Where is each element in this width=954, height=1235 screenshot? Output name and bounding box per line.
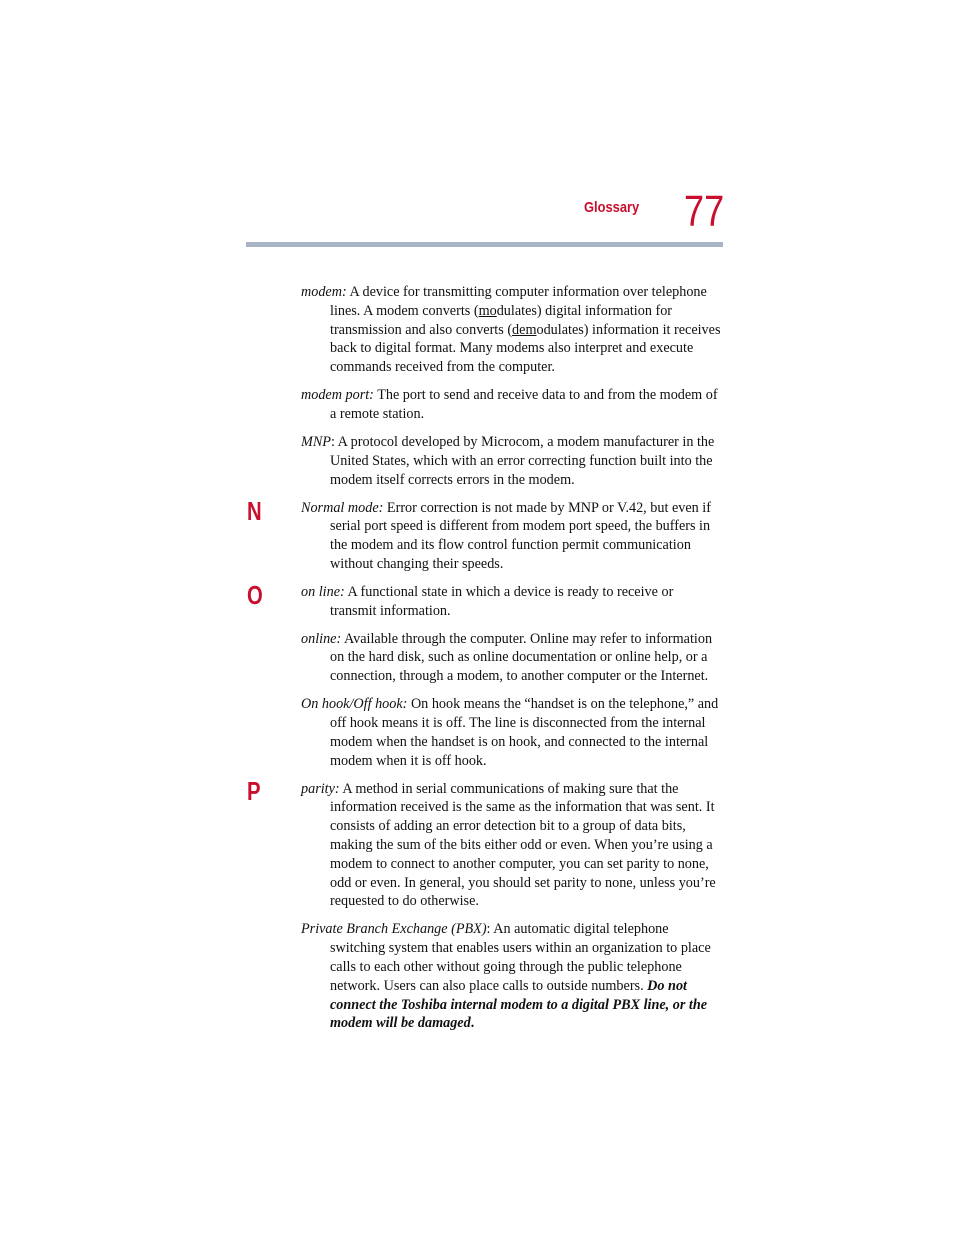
underlined-text: mo <box>478 302 497 319</box>
entry-term: modem: <box>301 284 347 300</box>
entry-on-hook-off-hook <box>301 695 723 770</box>
entry-online <box>301 630 723 686</box>
entry-modem <box>301 283 723 377</box>
warning-text: Do not connect the Toshiba internal modem to a digital PBX line, or the modem will be damaged <box>330 977 708 1032</box>
entry-term: On hook/Off hook: <box>301 696 408 713</box>
header-rule <box>246 242 723 247</box>
entry-text: On hook means the “handset is on the telephone,” and off hook means it is off. The line is disconnected from the internal modem when the handset is on hook, and connected to the internal modem when it is off hook. <box>330 696 719 769</box>
entry-text: Available through the computer. Online may refer to information on the hard disk, such as online documentation or online help, or a connection, through a modem, to another computer or the Internet. <box>330 630 713 685</box>
entry-text: A method in serial communications of making sure that the information received is the same as the information that was sent. It consists of adding an error detection bit to a group of data bits, making the sum of the bits either odd or even. When you’re using a modem to connect to another computer, you can set parity to none, odd or even. In general, you should set parity to none, unless you’re requested to do otherwise. <box>330 780 716 910</box>
entry-term: parity: <box>301 780 340 797</box>
entry-text: : An automatic digital telephone switching system that enables users within an organization to place calls to each other without going through the public telephone network. Users can also place calls to outside numbers. <box>330 921 711 994</box>
entry-text: Error correction is not made by MNP or V.42, but even if serial port speed is different from modem port speed, the buffers in the modem and its flow control function permit communication without changing their speeds. <box>330 499 711 572</box>
page-number: 77 <box>684 187 725 236</box>
entry-text: A functional state in which a device is ready to receive or transmit information. <box>330 583 674 619</box>
entry-term: on line: <box>301 583 345 600</box>
entry-on-line <box>301 583 723 621</box>
entry-text: The port to send and receive data to and from the modem of a remote station. <box>330 387 718 422</box>
entry-pbx <box>301 920 723 1033</box>
section-title: Glossary <box>584 199 640 216</box>
underlined-text: dem <box>512 321 537 338</box>
entry-text: dulates) digital information for transmission and also converts ( <box>330 302 673 338</box>
entry-term: modem port: <box>301 387 374 404</box>
entry-modem-port <box>301 386 723 424</box>
entry-term: Normal mode: <box>301 499 384 516</box>
entry-term: Private Branch Exchange (PBX) <box>301 921 487 938</box>
letter-heading-p: P <box>247 776 261 806</box>
warning-period: . <box>470 1015 475 1032</box>
entry-mnp <box>301 433 723 489</box>
entry-normal-mode <box>301 499 723 574</box>
entry-parity <box>301 780 723 912</box>
letter-heading-o: O <box>247 580 263 610</box>
entry-text: A device for transmitting computer information over telephone lines. A modem converts ( <box>330 284 707 319</box>
entry-text: odulates) information it receives back to digital format. Many modems also interpret and execute commands received from the computer. <box>330 321 721 376</box>
entry-text: : A protocol developed by Microcom, a modem manufacturer in the United States, which with an error correcting function built into the modem itself corrects errors in the modem. <box>330 433 715 488</box>
letter-heading-n: N <box>247 496 262 526</box>
glossary-entries <box>301 283 723 1042</box>
entry-term: MNP <box>301 433 331 450</box>
entry-term: online: <box>301 630 342 647</box>
